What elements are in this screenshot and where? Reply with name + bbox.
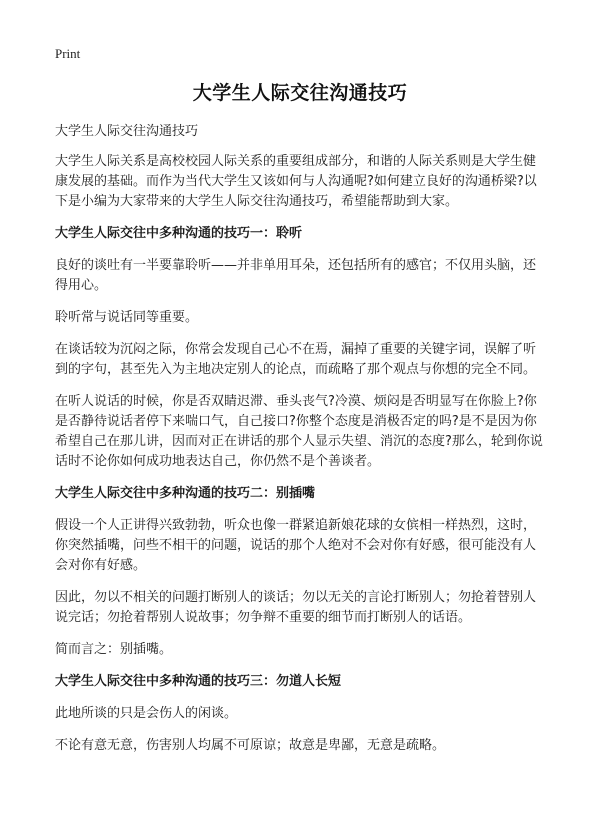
paragraph: 聆听常与说话同等重要。 (55, 310, 199, 325)
article-body (55, 122, 547, 768)
paragraph: 此地所谈的只是会伤人的闲谈。 (55, 706, 238, 721)
paragraph: 简而言之：别插嘴。 (55, 642, 173, 657)
paragraph: 良好的谈吐有一半要靠聆听——并非单用耳朵，还包括所有的感官；不仅用头脑，还得用心。 (55, 258, 537, 293)
print-link[interactable]: Print (55, 46, 81, 61)
intro-paragraph: 大学生人际关系是高校校园人际关系的重要组成部分，和谐的人际关系则是大学生健康发展的基础。而作为当代大学生又该如何与人沟通呢?如何建立良好的沟通桥梁?以下是小编为大家带来的大学生人际交往沟通技巧，希望能帮助到大家。 (55, 154, 537, 209)
page-title: 大学生人际交往沟通技巧 (192, 82, 408, 104)
paragraph: 不论有意无意，伤害别人均属不可原谅；故意是卑鄙，无意是疏略。 (55, 738, 446, 753)
section-heading-listen: 大学生人际交往中多种沟通的技巧一：聆听 (55, 226, 303, 241)
section-heading-no-interrupt: 大学生人际交往中多种沟通的技巧二：别插嘴 (55, 486, 316, 501)
article-subtitle: 大学生人际交往沟通技巧 (55, 124, 199, 139)
paragraph: 因此，勿以不相关的问题打断别人的谈话；勿以无关的言论打断别人；勿抢着替别人说完话；勿抢着帮别人说故事；勿争辩不重要的细节而打断别人的话语。 (55, 590, 537, 625)
section-heading-no-gossip: 大学生人际交往中多种沟通的技巧三：勿道人长短 (55, 674, 342, 689)
paragraph: 在谈话较为沉闷之际，你常会发现自己心不在焉，漏掉了重要的关键字词，误解了听到的字句，甚至先入为主地决定别人的论点，而疏略了那个观点与你想的完全不同。 (55, 342, 537, 377)
paragraph: 在听人说话的时候，你是否双睛迟滞、垂头丧气?冷漠、烦闷是否明显写在你脸上?你是否静待说话者停下来喘口气，自己接口?你整个态度是消极否定的吗?是不是因为你希望自己在那儿讲，因而对正在讲话的那个人显示失望、消沉的态度?那么，轮到你说话时不论你如何成功地表达自己，你仍然不是个善谈者。 (55, 394, 543, 469)
paragraph: 假设一个人正讲得兴致勃勃，听众也像一群紧追新娘花球的女傧相一样热烈，这时，你突然插嘴，问些不相干的问题，说话的那个人绝对不会对你有好感，很可能没有人会对你有好感。 (55, 518, 537, 573)
